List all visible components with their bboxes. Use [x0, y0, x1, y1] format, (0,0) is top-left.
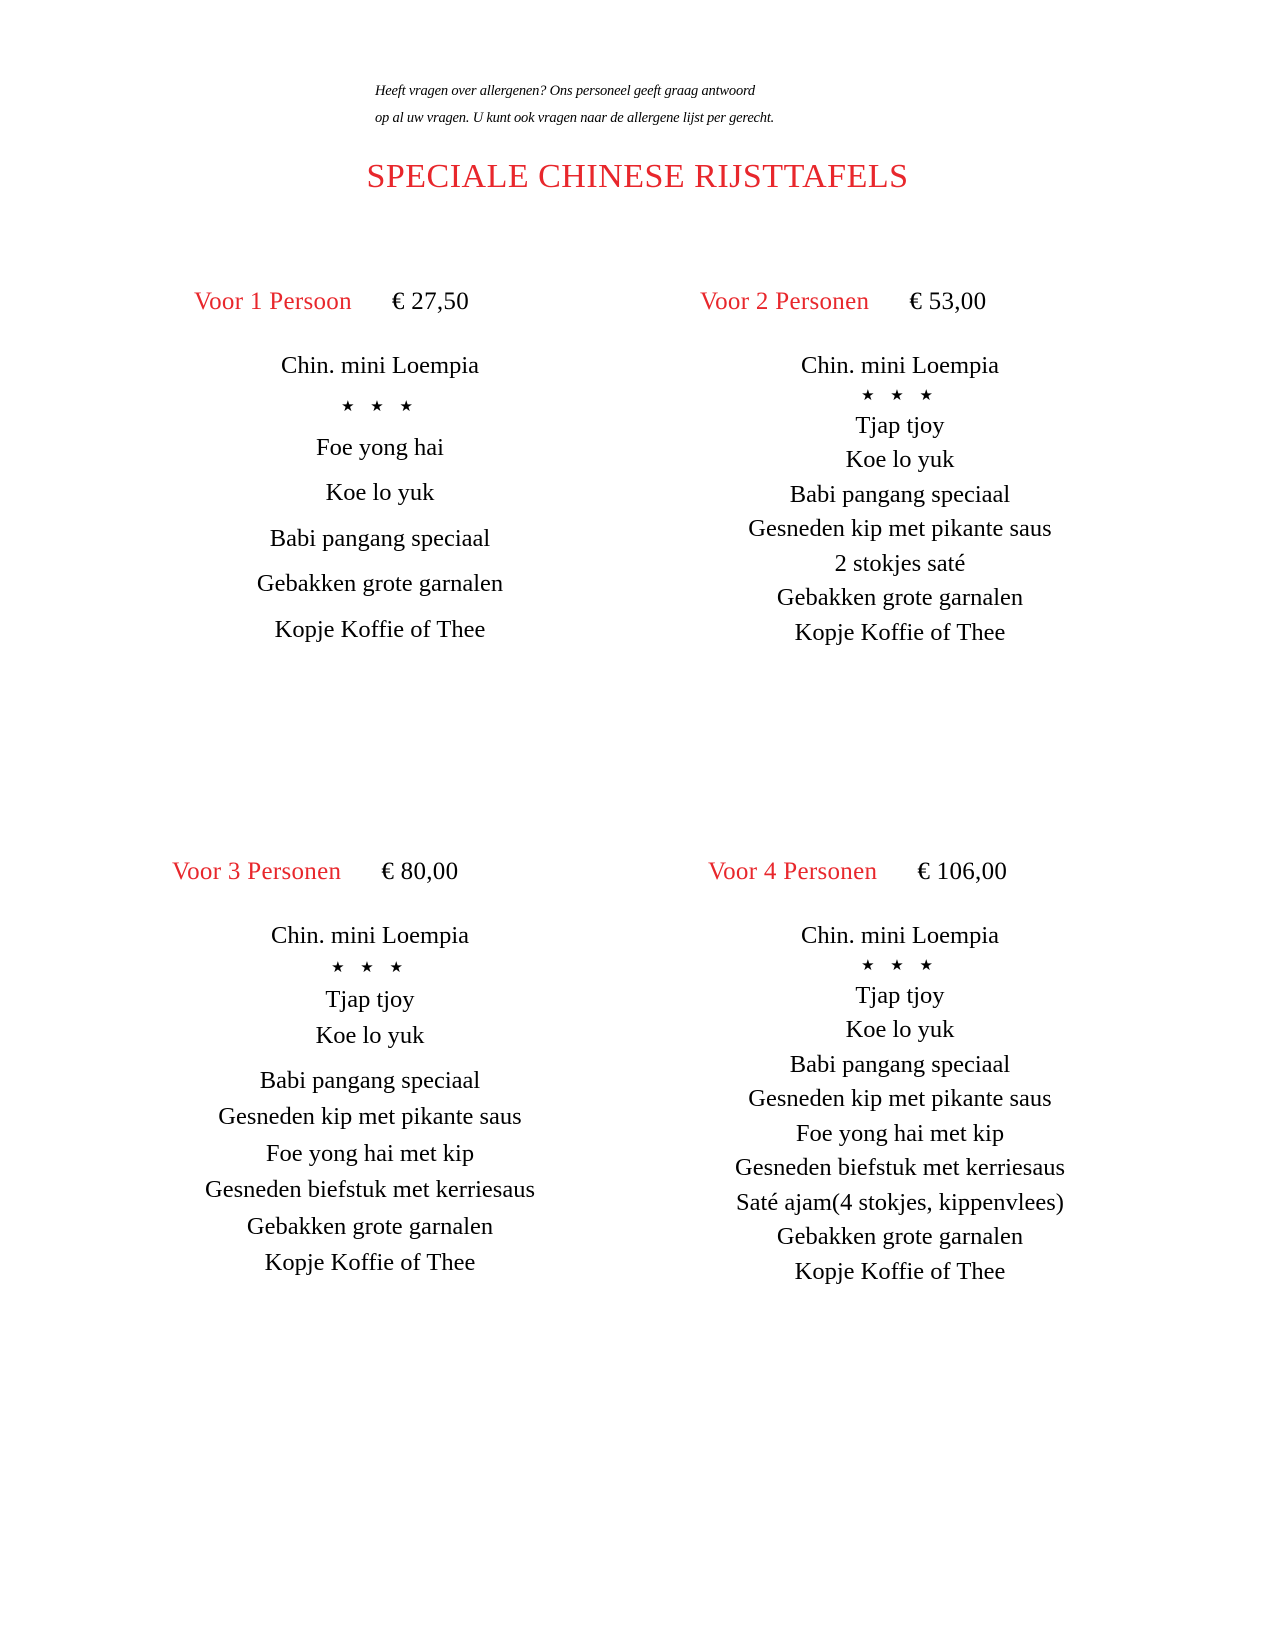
menu-item: Gesneden kip met pikante saus — [218, 1103, 522, 1130]
menu-item: Foe yong hai met kip — [265, 1139, 475, 1167]
menu-item: Kopje Koffie of Thee — [794, 618, 1006, 646]
menu-item: Gesneden kip met pikante saus — [748, 1085, 1052, 1112]
allergen-note-line-2: op al uw vragen. U kunt ook vragen naar de allergene lijst per gerecht. — [375, 109, 775, 126]
menu-item: Tjap tjoy — [855, 411, 945, 439]
menu-block-price: € 27,50 — [391, 288, 470, 315]
menu-item: Babi pangang speciaal — [789, 480, 1011, 508]
menu-item: Babi pangang speciaal — [259, 1066, 481, 1094]
star-separator: ★ ★ ★ — [341, 398, 419, 415]
menu-item-list — [640, 924, 1160, 1284]
menu-item: Gesneden kip met pikante saus — [748, 515, 1052, 542]
menu-block-3-personen — [110, 858, 630, 1288]
menu-item: Koe lo yuk — [845, 446, 955, 473]
menu-grid — [0, 288, 1275, 1388]
menu-item: Koe lo yuk — [315, 1022, 425, 1049]
menu-item: Saté ajam(4 stokjes, kippenvlees) — [736, 1188, 1064, 1216]
menu-item: Tjap tjoy — [325, 985, 415, 1013]
menu-item: Koe lo yuk — [845, 1016, 955, 1043]
menu-item: Gebakken grote garnalen — [776, 584, 1024, 611]
menu-item: Gebakken grote garnalen — [776, 1223, 1024, 1250]
menu-item: Chin. mini Loempia — [280, 352, 480, 379]
menu-block-title: Voor 3 Personen — [172, 858, 342, 885]
menu-item: Kopje Koffie of Thee — [264, 1249, 476, 1276]
menu-block-header — [640, 858, 1160, 886]
menu-block-header — [640, 288, 1160, 316]
menu-block-price: € 106,00 — [917, 858, 1008, 885]
menu-item-list — [120, 354, 640, 642]
menu-item-list — [640, 354, 1160, 645]
menu-block-title: Voor 1 Persoon — [194, 288, 352, 315]
menu-item: Koe lo yuk — [325, 479, 435, 506]
allergen-note-line-1: Heeft vragen over allergenen? Ons personeel geeft graag antwoord — [375, 83, 755, 99]
menu-item: Gesneden biefstuk met kerriesaus — [205, 1176, 535, 1203]
menu-item-list — [110, 924, 630, 1276]
menu-block-2-personen — [640, 288, 1160, 655]
menu-item: Babi pangang speciaal — [269, 524, 491, 552]
menu-item: Babi pangang speciaal — [789, 1050, 1011, 1078]
menu-block-header — [110, 858, 630, 886]
menu-block-title: Voor 4 Personen — [708, 858, 878, 885]
menu-item: Gesneden biefstuk met kerriesaus — [735, 1154, 1065, 1181]
menu-block-4-personen — [640, 858, 1160, 1294]
menu-block-title: Voor 2 Personen — [700, 288, 870, 315]
menu-block-price: € 53,00 — [909, 288, 987, 315]
menu-item: Chin. mini Loempia — [270, 922, 470, 949]
page-title: SPECIALE CHINESE RIJSTTAFELS — [366, 158, 909, 195]
menu-item: Tjap tjoy — [855, 981, 945, 1009]
star-separator: ★ ★ ★ — [861, 387, 939, 404]
menu-item: Kopje Koffie of Thee — [274, 615, 486, 643]
menu-item: Foe yong hai met kip — [795, 1119, 1005, 1147]
menu-item: Gebakken grote garnalen — [256, 570, 504, 597]
menu-item: Foe yong hai — [316, 433, 444, 461]
menu-item: Gebakken grote garnalen — [246, 1212, 494, 1240]
star-separator: ★ ★ ★ — [861, 957, 939, 974]
menu-block-header — [120, 288, 640, 316]
menu-item: Kopje Koffie of Thee — [794, 1257, 1006, 1285]
menu-item: Chin. mini Loempia — [800, 922, 1000, 949]
allergen-note — [375, 78, 995, 132]
menu-item: 2 stokjes saté — [834, 549, 966, 577]
menu-block-1-persoon — [120, 288, 640, 663]
menu-block-price: € 80,00 — [381, 858, 459, 885]
star-separator: ★ ★ ★ — [331, 959, 409, 976]
menu-item: Chin. mini Loempia — [800, 352, 1000, 379]
